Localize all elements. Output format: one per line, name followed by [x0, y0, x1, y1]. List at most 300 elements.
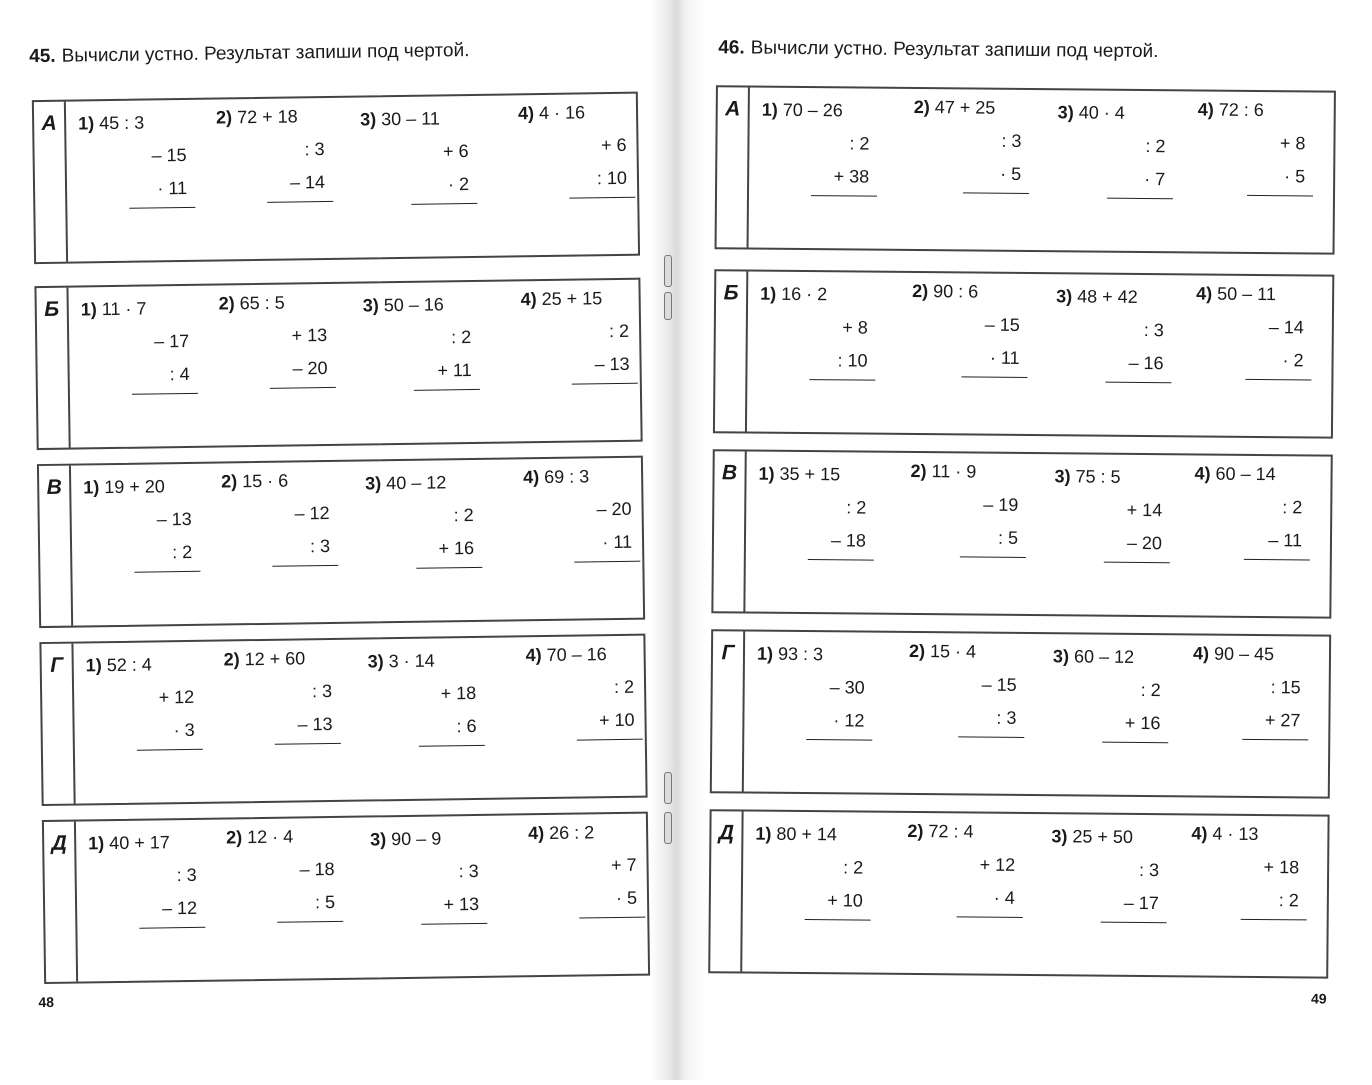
- exercise: [1194, 457, 1327, 557]
- answer-line: [809, 379, 875, 381]
- exercise-operation: : 3: [311, 680, 333, 702]
- answer-line: [1245, 379, 1311, 381]
- exercise: [761, 94, 894, 194]
- exercise-block: [708, 809, 1329, 978]
- answer-line: [577, 739, 643, 741]
- exercise-step-line: [222, 530, 354, 565]
- exercise-operation: + 10: [598, 709, 635, 731]
- exercise-start-expression: 15 · 4: [929, 641, 977, 662]
- exercise-start-expression: 60 – 12: [1073, 646, 1135, 667]
- exercise-start-expression: 4 · 13: [1212, 823, 1259, 845]
- exercise-step-line: [1057, 162, 1189, 196]
- exercise-start-expression: 69 : 3: [544, 466, 590, 488]
- exercise-start-line: [360, 102, 492, 137]
- exercise-operation: + 10: [827, 890, 863, 911]
- exercise-step-line: [913, 124, 1045, 158]
- answer-line: [1105, 382, 1171, 384]
- exercise-operation: + 18: [1263, 857, 1300, 878]
- exercise-start-line: [367, 644, 499, 679]
- answer-line: [1247, 195, 1313, 197]
- exercise-operation: : 2: [613, 676, 635, 698]
- exercise-number: 2): [221, 471, 238, 492]
- exercise-start-expression: 40 · 4: [1078, 102, 1125, 123]
- exercise-step-line: [757, 671, 889, 705]
- exercise-start-expression: 16 · 2: [781, 283, 828, 305]
- exercise: [755, 818, 888, 918]
- exercise-start-expression: 45 : 3: [99, 112, 145, 134]
- exercise-start-expression: 11 · 9: [931, 461, 977, 482]
- exercise-step-line: [361, 168, 493, 203]
- exercise-step-line: [1193, 670, 1325, 704]
- exercise-operation: : 3: [996, 707, 1017, 728]
- exercise-operation: : 2: [849, 133, 870, 154]
- exercise-number: 3): [367, 651, 384, 672]
- answer-line: [129, 207, 195, 209]
- answer-line: [421, 923, 487, 925]
- exercise-step-line: [756, 704, 888, 738]
- exercise-step-line: [88, 859, 220, 894]
- exercise-operation: · 2: [447, 174, 470, 195]
- exercise-step-line: [529, 881, 661, 916]
- exercise-start-line: [83, 470, 215, 505]
- exercise-start-expression: 15 · 6: [242, 470, 289, 492]
- exercise-operation: + 14: [1126, 499, 1163, 521]
- exercise-operation: + 27: [1264, 710, 1301, 731]
- exercise-operation: + 7: [610, 854, 637, 876]
- exercise-operation: : 5: [997, 527, 1019, 548]
- exercise-start-line: [1196, 277, 1328, 311]
- exercise-operation: – 15: [984, 314, 1020, 335]
- exercise-start-expression: 3 · 14: [388, 650, 435, 672]
- exercise-number: 1): [83, 477, 100, 498]
- exercise-step-line: [81, 358, 213, 393]
- exercise-operation: · 11: [157, 177, 188, 199]
- exercise-number: 4): [527, 823, 545, 844]
- exercise-number: 3): [1054, 466, 1071, 487]
- exercise-number: 1): [78, 113, 95, 134]
- exercise-start-expression: 65 : 5: [239, 292, 285, 314]
- exercise-start-line: [363, 288, 495, 323]
- exercise-step-line: [365, 499, 497, 534]
- exercise: [360, 102, 493, 203]
- exercise-number: 4): [520, 289, 537, 310]
- block-letter: Б: [715, 271, 748, 431]
- exercise: [1191, 817, 1324, 917]
- exercise: [363, 288, 496, 389]
- exercise-start-line: [518, 95, 650, 130]
- task-instruction: Вычисли устно. Результат запиши под чертой.: [61, 40, 470, 67]
- exercise-start-expression: 40 + 17: [109, 832, 170, 854]
- exercise-operation: + 12: [979, 854, 1016, 875]
- exercise-operation: · 5: [615, 887, 638, 909]
- exercise: [520, 281, 653, 382]
- exercise-operation: – 14: [289, 172, 326, 193]
- exercise-start-expression: 90 – 45: [1213, 643, 1275, 665]
- exercise-start-line: [1191, 817, 1323, 851]
- exercise-operation: : 2: [1282, 497, 1303, 518]
- exercise-start-expression: 12 · 4: [247, 826, 294, 848]
- exercise-block: [39, 634, 647, 806]
- exercise: [86, 648, 219, 749]
- block-letter: Б: [36, 288, 70, 448]
- exercise-number: 3): [365, 473, 382, 494]
- exercise-operation: – 12: [294, 503, 330, 524]
- answer-line: [808, 559, 874, 561]
- exercise: [523, 459, 656, 560]
- exercise-start-line: [1054, 460, 1186, 494]
- answer-line: [1104, 562, 1170, 564]
- exercise-step-line: [1197, 159, 1329, 193]
- exercise-step-line: [1051, 886, 1183, 920]
- exercise-start-line: [757, 638, 889, 672]
- exercise-start-line: [1058, 96, 1190, 130]
- exercise-block: [34, 278, 642, 450]
- exercise-start-expression: 4 · 16: [538, 102, 586, 124]
- block-letter: Г: [41, 644, 75, 804]
- exercise-step-line: [1057, 129, 1189, 163]
- exercise-step-line: [913, 157, 1045, 191]
- exercise-block: [42, 812, 650, 984]
- exercise-block: [713, 269, 1334, 438]
- exercise-start-line: [365, 466, 497, 501]
- exercise-start-line: [912, 275, 1044, 309]
- exercise-operation: + 16: [1124, 712, 1161, 734]
- exercise-step-line: [219, 352, 351, 387]
- answer-line: [958, 736, 1024, 738]
- exercise-operation: – 20: [292, 358, 328, 379]
- exercise-start-line: [78, 106, 210, 141]
- exercise-start-expression: 48 + 42: [1077, 286, 1138, 307]
- exercise-start-line: [1198, 93, 1330, 127]
- exercise-start-expression: 90 : 6: [933, 281, 979, 302]
- exercise-step-line: [366, 532, 498, 567]
- exercise: [1197, 93, 1330, 193]
- task-header: [718, 37, 1158, 63]
- exercise-operation: – 11: [1268, 530, 1303, 551]
- exercise-operation: : 2: [171, 541, 193, 563]
- exercise-number: 3): [1052, 646, 1070, 667]
- exercise-step-line: [226, 853, 358, 888]
- exercise-operation: : 10: [596, 167, 628, 189]
- exercise-operation: : 3: [304, 139, 325, 160]
- exercise-step-line: [758, 491, 890, 525]
- exercise-number: 1): [756, 643, 774, 664]
- exercise-start-line: [216, 100, 348, 135]
- exercise-operation: + 8: [842, 317, 868, 338]
- exercise-start-line: [226, 820, 358, 855]
- exercise: [1195, 277, 1328, 377]
- exercise: [911, 275, 1044, 375]
- exercise-block: [710, 629, 1331, 798]
- exercise-number: 2): [907, 820, 924, 842]
- exercise-start-line: [1051, 820, 1183, 854]
- answer-line: [419, 745, 485, 747]
- exercise-step-line: [1054, 493, 1186, 527]
- answer-line: [806, 739, 872, 741]
- exercise-step-line: [224, 675, 356, 710]
- exercise-number: 2): [215, 107, 233, 128]
- block-letter: А: [34, 102, 68, 262]
- exercise-number: 1): [760, 283, 777, 304]
- exercise-step-line: [217, 166, 349, 201]
- exercise-number: 3): [359, 109, 377, 130]
- exercise-start-expression: 11 · 7: [101, 298, 147, 320]
- exercise-number: 1): [88, 833, 105, 854]
- block-letter: Д: [710, 811, 743, 971]
- exercise-operation: – 17: [1123, 892, 1159, 914]
- block-letter: А: [717, 87, 750, 247]
- exercise-step-line: [1196, 310, 1328, 344]
- exercise-start-line: [1053, 640, 1185, 674]
- answer-line: [139, 927, 205, 929]
- exercise-start-line: [910, 455, 1042, 489]
- exercise-start-expression: 80 + 14: [776, 823, 838, 845]
- answer-line: [574, 561, 640, 563]
- exercise-operation: + 16: [438, 537, 475, 559]
- exercise: [758, 458, 891, 558]
- exercise-start-line: [1056, 280, 1188, 314]
- exercise: [365, 466, 498, 567]
- exercise-step-line: [909, 668, 1041, 702]
- exercise-step-line: [521, 314, 653, 349]
- exercise-start-line: [370, 822, 502, 857]
- exercise-operation: : 3: [458, 860, 479, 882]
- exercise-step-line: [363, 321, 495, 356]
- exercise-step-line: [86, 681, 218, 716]
- exercise-step-line: [910, 521, 1042, 555]
- exercise: [1052, 640, 1185, 740]
- exercise-step-line: [523, 492, 655, 527]
- exercise-operation: : 2: [608, 320, 630, 342]
- exercise: [1057, 96, 1190, 196]
- answer-line: [277, 921, 343, 923]
- exercise: [78, 106, 211, 207]
- exercise-step-line: [216, 133, 348, 168]
- exercise-number: 2): [913, 96, 930, 118]
- exercise-number: 3): [1056, 286, 1073, 307]
- answer-line: [811, 195, 877, 197]
- exercise-start-expression: 72 + 18: [236, 106, 298, 128]
- exercise-start-expression: 26 : 2: [548, 822, 595, 843]
- exercise-operation: – 13: [297, 713, 333, 735]
- exercise: [1192, 637, 1325, 737]
- exercise-start-expression: 90 – 9: [391, 828, 442, 850]
- exercise-operation: – 16: [1128, 352, 1164, 374]
- exercise-operation: – 19: [983, 494, 1019, 515]
- exercise: [83, 470, 216, 571]
- exercise-operation: : 2: [843, 857, 864, 878]
- exercise: [756, 638, 889, 738]
- exercise: [1055, 280, 1188, 380]
- answer-line: [961, 376, 1027, 378]
- exercise-start-expression: 19 + 20: [104, 476, 165, 498]
- exercise-number: 4): [1192, 643, 1210, 664]
- exercise-operation: : 3: [1143, 319, 1164, 341]
- exercise-step-line: [526, 703, 658, 738]
- answer-line: [963, 192, 1029, 194]
- exercise-block: [32, 92, 640, 264]
- exercise: [221, 464, 354, 565]
- exercise-start-line: [81, 292, 213, 327]
- exercise-block: [37, 456, 645, 628]
- exercise-number: 4): [517, 103, 535, 124]
- exercise-step-line: [86, 714, 218, 749]
- answer-line: [579, 917, 645, 919]
- exercise-start-expression: 70 – 16: [546, 644, 607, 665]
- exercise-step-line: [526, 670, 658, 705]
- exercise-operation: · 11: [989, 347, 1020, 368]
- exercise-operation: + 6: [442, 141, 469, 162]
- task-number: 46.: [718, 37, 745, 59]
- exercise-start-expression: 50 – 11: [1217, 283, 1276, 305]
- exercise: [216, 100, 349, 201]
- exercise-start-expression: 12 + 60: [244, 648, 306, 670]
- exercise-step-line: [759, 344, 891, 378]
- answer-line: [805, 919, 871, 921]
- exercise-number: 2): [223, 649, 240, 670]
- exercise-start-expression: 35 + 15: [779, 463, 841, 485]
- exercise-operation: – 17: [154, 330, 190, 352]
- exercise: [528, 815, 661, 916]
- exercise-operation: : 3: [1139, 859, 1160, 881]
- exercise-operation: : 2: [1140, 679, 1161, 701]
- exercise: [913, 91, 1046, 191]
- exercise-operation: : 15: [1270, 677, 1301, 698]
- exercise-start-line: [760, 278, 892, 312]
- exercise-operation: : 4: [169, 363, 190, 385]
- exercise-operation: : 5: [314, 891, 336, 913]
- exercise-start-expression: 25 + 15: [541, 288, 603, 310]
- exercise-number: 1): [758, 463, 775, 484]
- answer-line: [960, 556, 1026, 558]
- exercise-operation: · 2: [1282, 350, 1304, 371]
- exercise-number: 1): [80, 299, 97, 320]
- page-number: 49: [1310, 990, 1327, 1007]
- exercise: [1051, 820, 1184, 920]
- exercise-number: 1): [85, 655, 102, 676]
- exercise-start-line: [762, 94, 894, 128]
- exercise-operation: · 5: [1000, 163, 1022, 184]
- exercise-step-line: [908, 701, 1040, 735]
- answer-line: [270, 387, 336, 389]
- exercise-number: 2): [910, 460, 927, 482]
- exercise-number: 2): [912, 280, 929, 302]
- exercise-step-line: [758, 524, 890, 558]
- exercise-step-line: [1055, 346, 1187, 380]
- exercise-step-line: [1051, 853, 1183, 887]
- exercise-start-expression: 75 : 5: [1075, 466, 1121, 487]
- exercise-operation: : 2: [846, 497, 867, 518]
- exercise: [759, 278, 892, 378]
- exercise: [908, 635, 1041, 735]
- exercise-start-line: [86, 648, 218, 683]
- exercise-operation: : 2: [453, 504, 474, 526]
- exercise: [525, 637, 658, 738]
- exercise-step-line: [760, 311, 892, 345]
- answer-line: [416, 567, 482, 569]
- exercise-start-expression: 70 – 26: [782, 99, 843, 121]
- left-page: [0, 0, 680, 1085]
- exercise-start-line: [520, 281, 652, 316]
- exercise-start-expression: 47 + 25: [934, 97, 996, 118]
- exercise-start-expression: 52 : 4: [106, 654, 152, 676]
- exercise-step-line: [363, 354, 495, 389]
- exercise-step-line: [755, 851, 887, 885]
- exercise-step-line: [912, 308, 1044, 342]
- exercise-start-line: [907, 815, 1039, 849]
- exercise-step-line: [78, 139, 210, 174]
- exercise-step-line: [1054, 526, 1186, 560]
- exercise-operation: · 5: [1284, 166, 1306, 187]
- exercise-operation: · 7: [1144, 168, 1166, 190]
- exercise-number: 2): [226, 827, 243, 848]
- exercise-step-line: [224, 708, 356, 743]
- exercise-operation: – 20: [1126, 532, 1163, 554]
- exercise-step-line: [227, 886, 359, 921]
- exercise-operation: + 13: [291, 325, 328, 346]
- exercise-step-line: [84, 536, 216, 571]
- exercise-operation: : 2: [1278, 890, 1299, 911]
- exercise-step-line: [524, 525, 656, 560]
- exercise: [88, 826, 221, 927]
- block-letter: В: [713, 451, 746, 611]
- task-number: 45.: [29, 45, 56, 68]
- exercise-step-line: [911, 341, 1043, 375]
- exercise: [1054, 460, 1187, 560]
- exercise-operation: – 15: [151, 144, 187, 166]
- exercise-operation: : 2: [451, 327, 472, 348]
- answer-line: [132, 393, 198, 395]
- exercise-block: [715, 85, 1336, 254]
- answer-line: [411, 203, 477, 205]
- exercise-step-line: [1195, 343, 1327, 377]
- exercise-number: 3): [1057, 102, 1074, 123]
- exercise-operation: – 12: [161, 897, 198, 919]
- exercise-start-line: [914, 91, 1046, 125]
- exercise: [218, 286, 351, 387]
- exercise-operation: : 10: [837, 350, 868, 371]
- exercise-operation: + 11: [437, 360, 472, 381]
- exercise-operation: + 12: [158, 686, 195, 708]
- exercise-start-line: [221, 464, 353, 499]
- exercise-start-line: [223, 642, 355, 677]
- answer-line: [137, 749, 203, 751]
- exercise-number: 4): [525, 645, 542, 666]
- answer-line: [1102, 742, 1168, 744]
- exercise-step-line: [83, 503, 215, 538]
- page-number: 48: [38, 993, 55, 1011]
- exercise-operation: – 20: [596, 498, 632, 520]
- exercise-step-line: [360, 135, 492, 170]
- exercise-number: 3): [362, 295, 379, 316]
- exercise-step-line: [907, 881, 1039, 915]
- exercise-number: 4): [1194, 463, 1211, 484]
- exercise-start-line: [525, 637, 657, 672]
- exercise-operation: + 13: [443, 893, 480, 915]
- exercise-step-line: [521, 347, 653, 382]
- block-letter: Г: [712, 631, 745, 791]
- exercise: [910, 455, 1043, 555]
- exercise-operation: – 15: [981, 674, 1017, 695]
- exercise-start-line: [758, 458, 890, 492]
- answer-line: [134, 571, 200, 573]
- answer-line: [267, 201, 333, 203]
- answer-line: [1241, 919, 1307, 921]
- exercise-operation: + 38: [833, 166, 870, 187]
- exercise-operation: – 13: [594, 353, 630, 375]
- exercise-start-line: [88, 826, 220, 861]
- exercise-start-line: [523, 459, 655, 494]
